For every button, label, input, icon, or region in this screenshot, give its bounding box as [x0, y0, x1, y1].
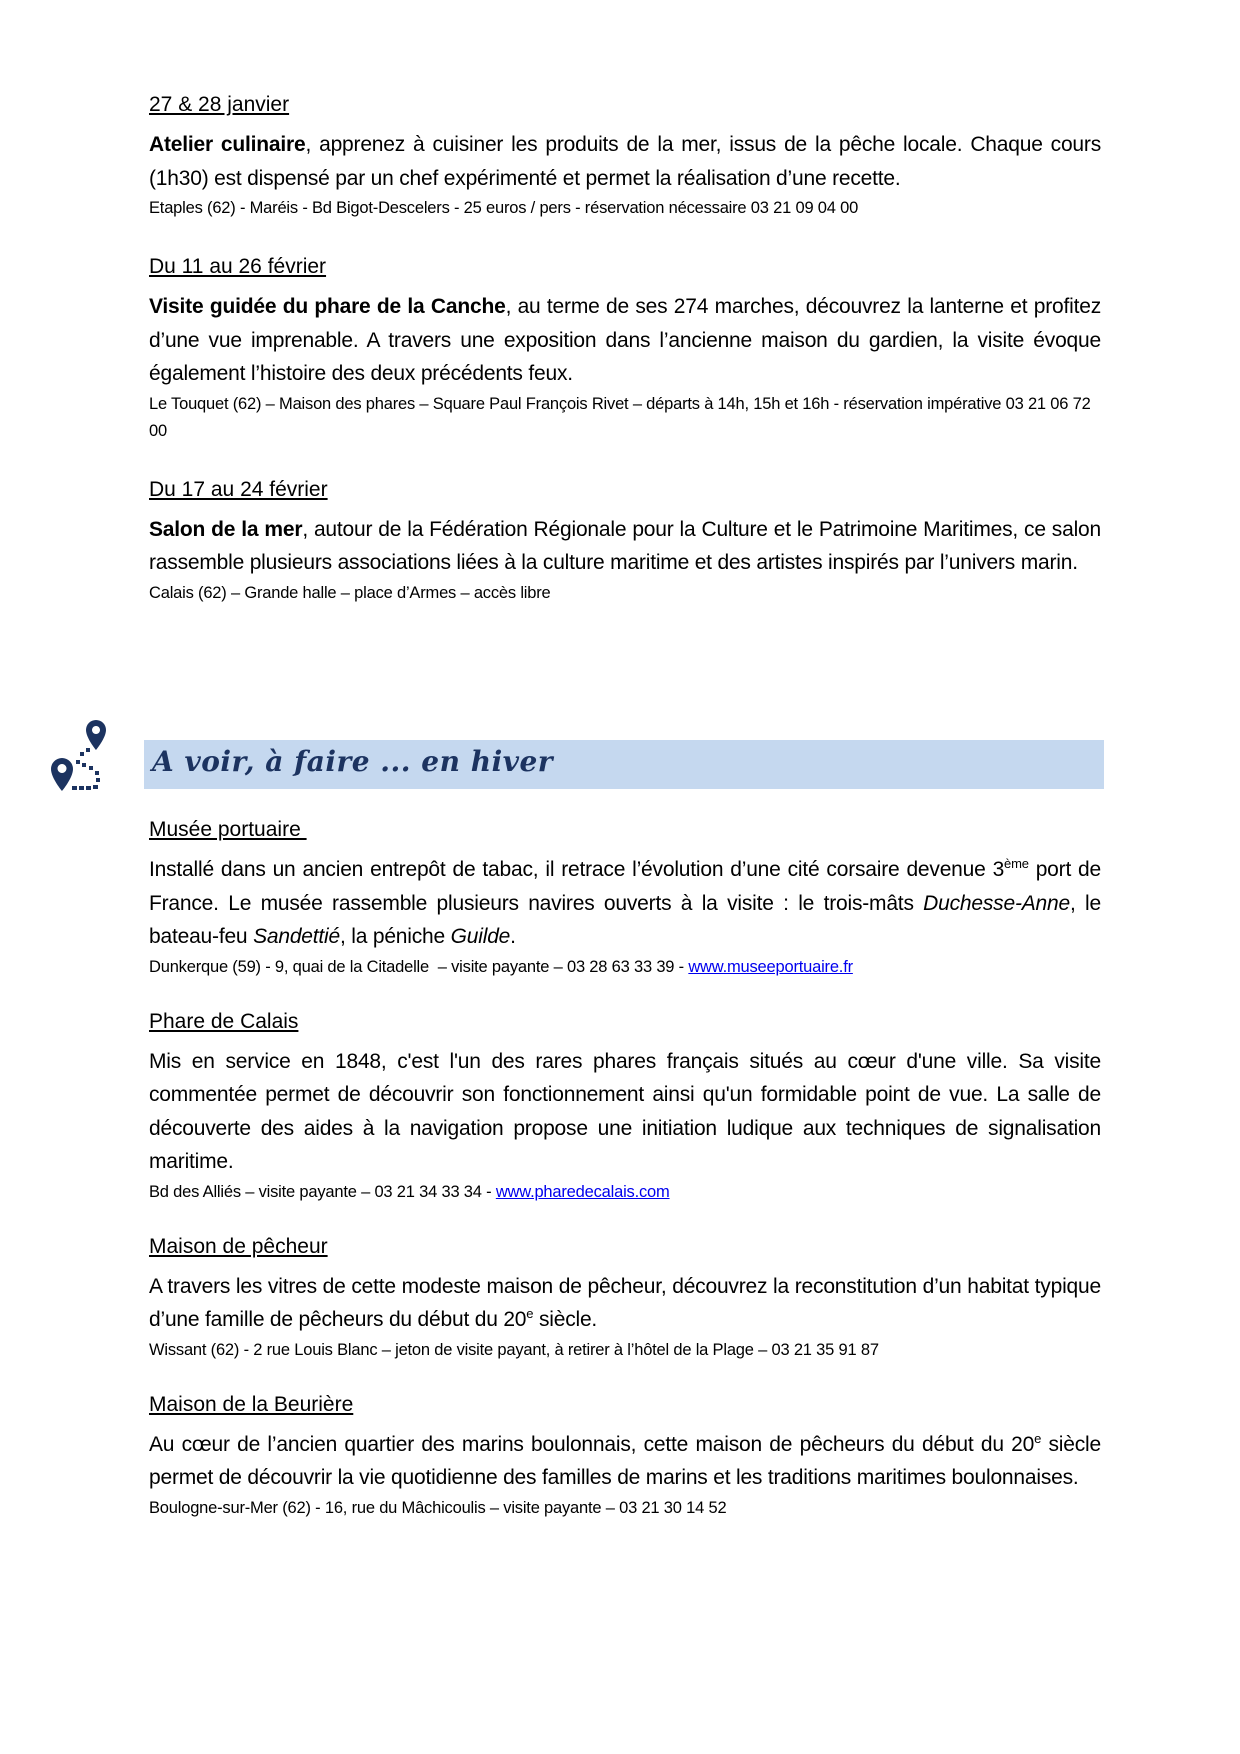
event-info: Calais (62) – Grande halle – place d’Armes – accès libre: [149, 583, 551, 602]
section-header: [144, 740, 1104, 789]
visit-item: [149, 1390, 1101, 1522]
visit-description: Au cœur de l’ancien quartier des marins boulonnais, cette maison de pêcheurs du début du 20e siècle permet de découvrir la vie quotidienne des familles de marins et les traditions maritimes boulonnaises.: [149, 1430, 1101, 1489]
event-item: [149, 90, 1101, 222]
event-description: [149, 128, 1101, 195]
event-info: Le Touquet (62) – Maison des phares – Square Paul François Rivet – départs à 14h, 15h et 16h - réservation impérative 03 21 06 72 00: [149, 394, 1091, 440]
visit-title: Maison de la Beurière: [149, 1392, 354, 1416]
visit-title: Maison de pêcheur: [149, 1234, 328, 1258]
visit-item: [149, 1007, 1101, 1206]
section-title: A voir, à faire ... en hiver: [152, 745, 554, 778]
visit-description: Installé dans un ancien entrepôt de tabac, il retrace l’évolution d’une cité corsaire devenue 3ème port de France. Le musée rassemble plusieurs navires ouverts à la visite : le trois-mâts Duchesse-Anne, le bateau-feu Sandettié, la péniche Guilde.: [149, 856, 1102, 948]
visit-title: Phare de Calais: [149, 1009, 299, 1033]
visit-info: Boulogne-sur-Mer (62) - 16, rue du Mâchicoulis – visite payante – 03 21 30 14 52: [149, 1498, 727, 1517]
visit-info: Wissant (62) - 2 rue Louis Blanc – jeton de visite payant, à retirer à l’hôtel de la Plage – 03 21 35 91 87: [149, 1340, 879, 1359]
visit-item: [149, 815, 1101, 981]
event-text: , autour de la Fédération Régionale pour la Culture et le Patrimoine Maritimes, ce salon rassemble plusieurs associations liées à la culture maritime et des artistes inspirés par l’univers marin.: [149, 517, 1101, 574]
event-date: Du 11 au 26 février: [149, 255, 327, 278]
event-item: [149, 475, 1101, 607]
event-title: Atelier culinaire: [149, 133, 306, 156]
visit-title: Musée portuaire: [149, 818, 307, 841]
visit-item: [149, 1232, 1101, 1364]
event-title: Visite guidée du phare de la Canche: [149, 295, 506, 318]
visit-description: Mis en service en 1848, c'est l'un des rares phares français situés au cœur d'une ville. Sa visite commentée permet de découvrir son fonctionnement ainsi qu'un formidable point de vue. La salle de découverte des aides à la navigation propose une initiation ludique aux techniques de signalisation maritime.: [149, 1049, 1101, 1173]
event-date: Du 17 au 24 février: [149, 477, 328, 501]
event-description: [149, 513, 1101, 580]
event-description: [149, 290, 1101, 391]
visit-description: A travers les vitres de cette modeste maison de pêcheur, découvrez la reconstitution d’un habitat typique d’une famille de pêcheurs du début du 20e siècle.: [149, 1274, 1101, 1331]
event-date: 27 & 28 janvier: [149, 93, 290, 116]
events-list: [149, 90, 1101, 637]
event-info: Etaples (62) - Maréis - Bd Bigot-Descelers - 25 euros / pers - réservation nécessaire 03 21 09 04 00: [149, 199, 859, 217]
event-text: , apprenez à cuisiner les produits de la mer, issus de la pêche locale. Chaque cours (1h30) est dispensé par un chef expérimenté et permet la réalisation d’une recette.: [149, 133, 1101, 190]
visit-info: Bd des Alliés – visite payante – 03 21 34 33 34 - www.pharedecalais.com: [149, 1182, 670, 1201]
event-item: [149, 252, 1101, 445]
visits-list: [149, 815, 1101, 1548]
visit-info: Dunkerque (59) - 9, quai de la Citadelle – visite payante – 03 28 63 33 39 - www.museeportuaire.fr: [149, 957, 853, 976]
event-title: Salon de la mer: [149, 517, 303, 541]
event-text: , au terme de ses 274 marches, découvrez la lanterne et profitez d’une vue imprenable. A travers une exposition dans l’ancienne maison du gardien, la visite évoque également l’histoire des deux précédents feux.: [149, 295, 1101, 385]
website-link[interactable]: www.pharedecalais.com: [495, 1182, 670, 1201]
map-route-icon: [50, 718, 116, 792]
website-link[interactable]: www.museeportuaire.fr: [688, 957, 853, 976]
